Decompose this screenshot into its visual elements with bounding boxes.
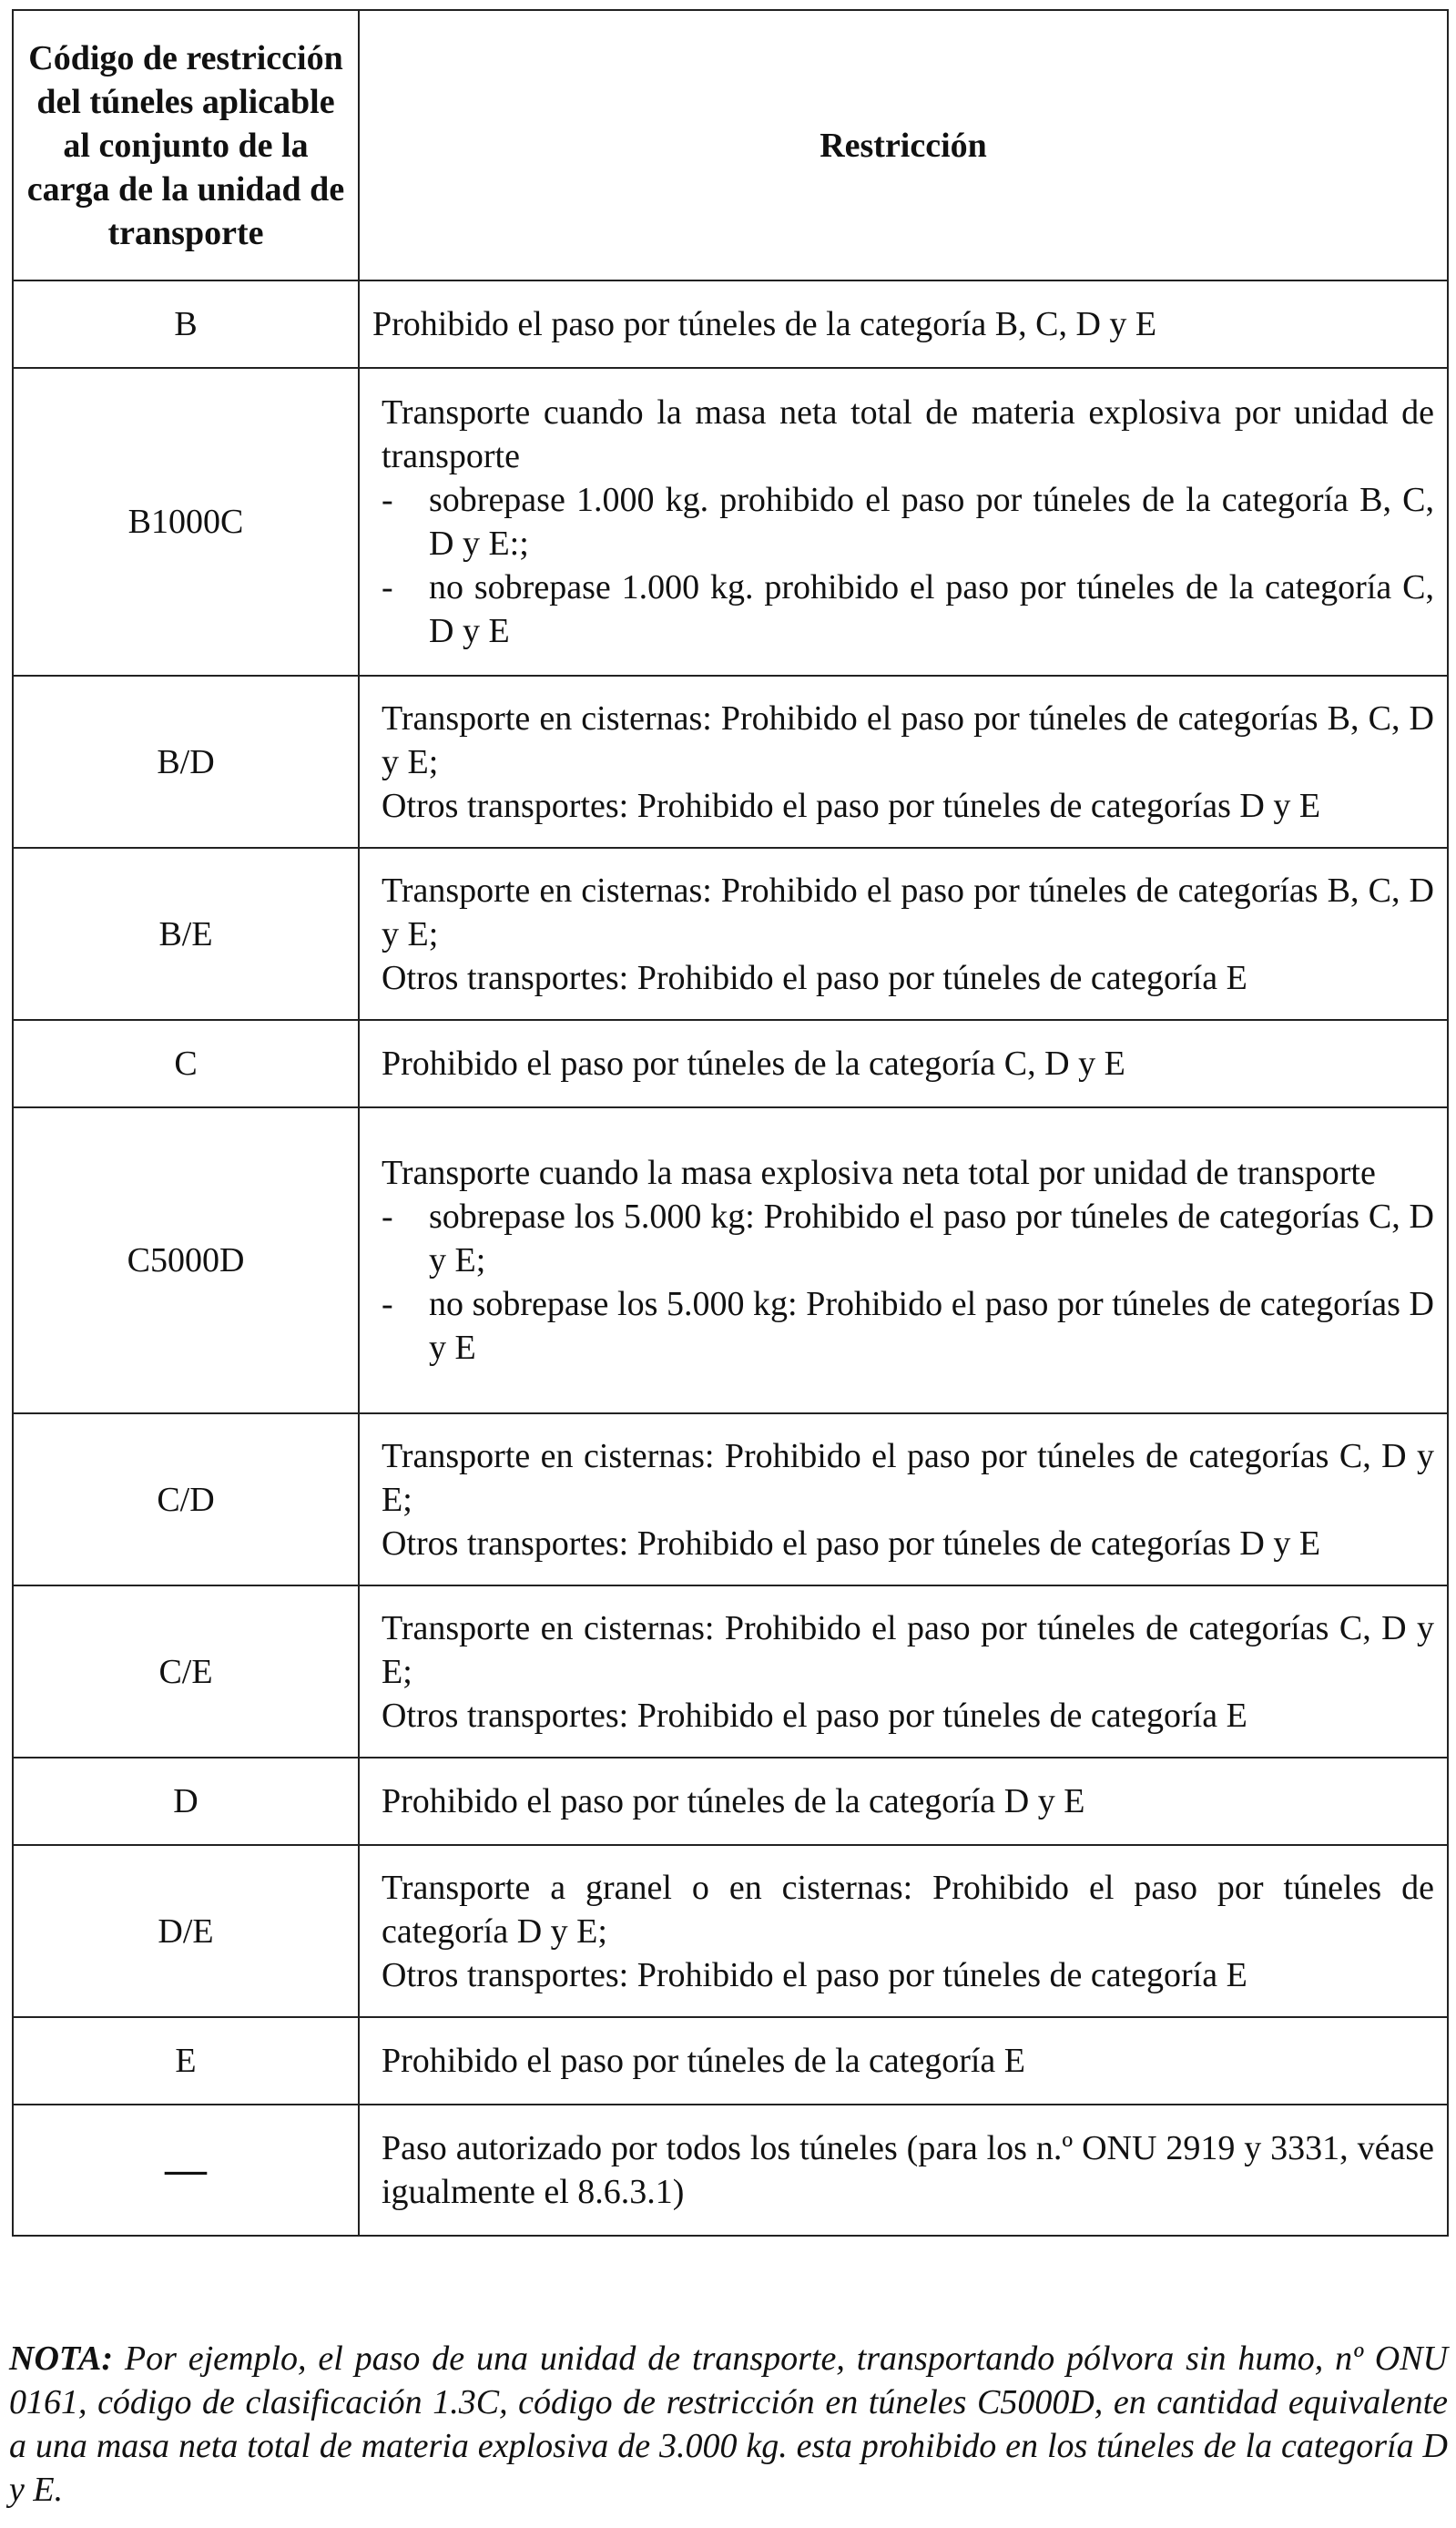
no-restriction-dash: —	[165, 2145, 207, 2192]
tunnel-restriction-table	[12, 9, 1449, 2237]
restriction-code: C	[13, 1020, 359, 1107]
restriction-code: C/D	[13, 1413, 359, 1585]
restriction-text	[359, 676, 1448, 848]
restriction-text	[359, 2017, 1448, 2105]
table-note	[9, 2337, 1448, 2512]
restriction-line: Prohibido el paso por túneles de la categoría E	[382, 2042, 1026, 2080]
table-row	[13, 1413, 1448, 1585]
restriction-code	[13, 2105, 359, 2236]
restriction-bullets	[382, 1195, 1434, 1370]
table-row	[13, 1107, 1448, 1413]
restriction-code: B1000C	[13, 368, 359, 676]
restriction-text	[359, 1020, 1448, 1107]
restriction-text	[359, 848, 1448, 1020]
restriction-intro: Transporte cuando la masa explosiva neta total por unidad de transporte	[382, 1154, 1376, 1192]
restriction-text	[359, 1585, 1448, 1758]
restriction-text	[359, 1107, 1448, 1413]
restriction-line: Prohibido el paso por túneles de la categoría C, D y E	[382, 1045, 1125, 1083]
restriction-line: Transporte en cisternas: Prohibido el paso por túneles de categorías C, D y E;	[382, 1608, 1434, 1691]
restriction-text	[359, 1845, 1448, 2017]
restriction-text	[359, 368, 1448, 676]
restriction-code: D/E	[13, 1845, 359, 2017]
restriction-text	[359, 1758, 1448, 1845]
table-row	[13, 1020, 1448, 1107]
restriction-line: Otros transportes: Prohibido el paso por túneles de categoría E	[382, 1955, 1247, 1994]
list-item: - no sobrepase los 5.000 kg: Prohibido el paso por túneles de categorías D y E	[382, 1282, 1434, 1370]
restriction-line: Otros transportes: Prohibido el paso por túneles de categorías D y E	[382, 1524, 1321, 1563]
table-header-row	[13, 10, 1448, 280]
restriction-line: Paso autorizado por todos los túneles (para los n.º ONU 2919 y 3331, véase igualmente el 8.6.3.1)	[382, 2129, 1434, 2211]
note-label: NOTA:	[9, 2339, 113, 2378]
table-row	[13, 2105, 1448, 2236]
restriction-line: Prohibido el paso por túneles de la categoría B, C, D y E	[372, 305, 1157, 343]
table-row	[13, 1845, 1448, 2017]
restriction-code: D	[13, 1758, 359, 1845]
note-text: Por ejemplo, el paso de una unidad de transporte, transportando pólvora sin humo, nº ONU 0161, código de clasificación 1.3C, código de restricción en túneles C5000D, en cantidad equivalente a una masa neta total de materia explosiva de 3.000 kg. esta prohibido en los túneles de la categoría D y E.	[9, 2339, 1448, 2509]
table-row	[13, 848, 1448, 1020]
list-item: - no sobrepase 1.000 kg. prohibido el paso por túneles de la categoría C, D y E	[382, 566, 1434, 653]
restriction-line: Otros transportes: Prohibido el paso por túneles de categoría E	[382, 958, 1247, 997]
restriction-text	[359, 2105, 1448, 2236]
restriction-code: B	[13, 280, 359, 368]
table-row	[13, 1585, 1448, 1758]
restriction-line: Transporte en cisternas: Prohibido el paso por túneles de categorías B, C, D y E;	[382, 871, 1434, 953]
restriction-code: B/E	[13, 848, 359, 1020]
restriction-code: E	[13, 2017, 359, 2105]
restriction-line: Transporte en cisternas: Prohibido el paso por túneles de categorías B, C, D y E;	[382, 698, 1434, 781]
table-row	[13, 2017, 1448, 2105]
restriction-code: C5000D	[13, 1107, 359, 1413]
header-restriction-column: Restricción	[359, 10, 1448, 280]
table-row	[13, 1758, 1448, 1845]
header-code-column: Código de restricción del túneles aplicable al conjunto de la carga de la unidad de transporte	[13, 10, 359, 280]
restriction-code: C/E	[13, 1585, 359, 1758]
table-row	[13, 368, 1448, 676]
restriction-line: Otros transportes: Prohibido el paso por túneles de categoría E	[382, 1696, 1247, 1735]
restriction-line: Transporte en cisternas: Prohibido el paso por túneles de categorías C, D y E;	[382, 1436, 1434, 1519]
list-item: - sobrepase los 5.000 kg: Prohibido el paso por túneles de categorías C, D y E;	[382, 1195, 1434, 1282]
restriction-bullets	[382, 478, 1434, 653]
table-row	[13, 676, 1448, 848]
restriction-line: Prohibido el paso por túneles de la categoría D y E	[382, 1782, 1085, 1820]
table-row	[13, 280, 1448, 368]
restriction-text	[359, 280, 1448, 368]
list-item: - sobrepase 1.000 kg. prohibido el paso por túneles de la categoría B, C, D y E:;	[382, 478, 1434, 566]
restriction-text	[359, 1413, 1448, 1585]
restriction-code: B/D	[13, 676, 359, 848]
restriction-line: Otros transportes: Prohibido el paso por túneles de categorías D y E	[382, 786, 1321, 825]
restriction-intro: Transporte cuando la masa neta total de materia explosiva por unidad de transporte	[382, 393, 1434, 475]
restriction-line: Transporte a granel o en cisternas: Prohibido el paso por túneles de categoría D y E;	[382, 1868, 1434, 1951]
